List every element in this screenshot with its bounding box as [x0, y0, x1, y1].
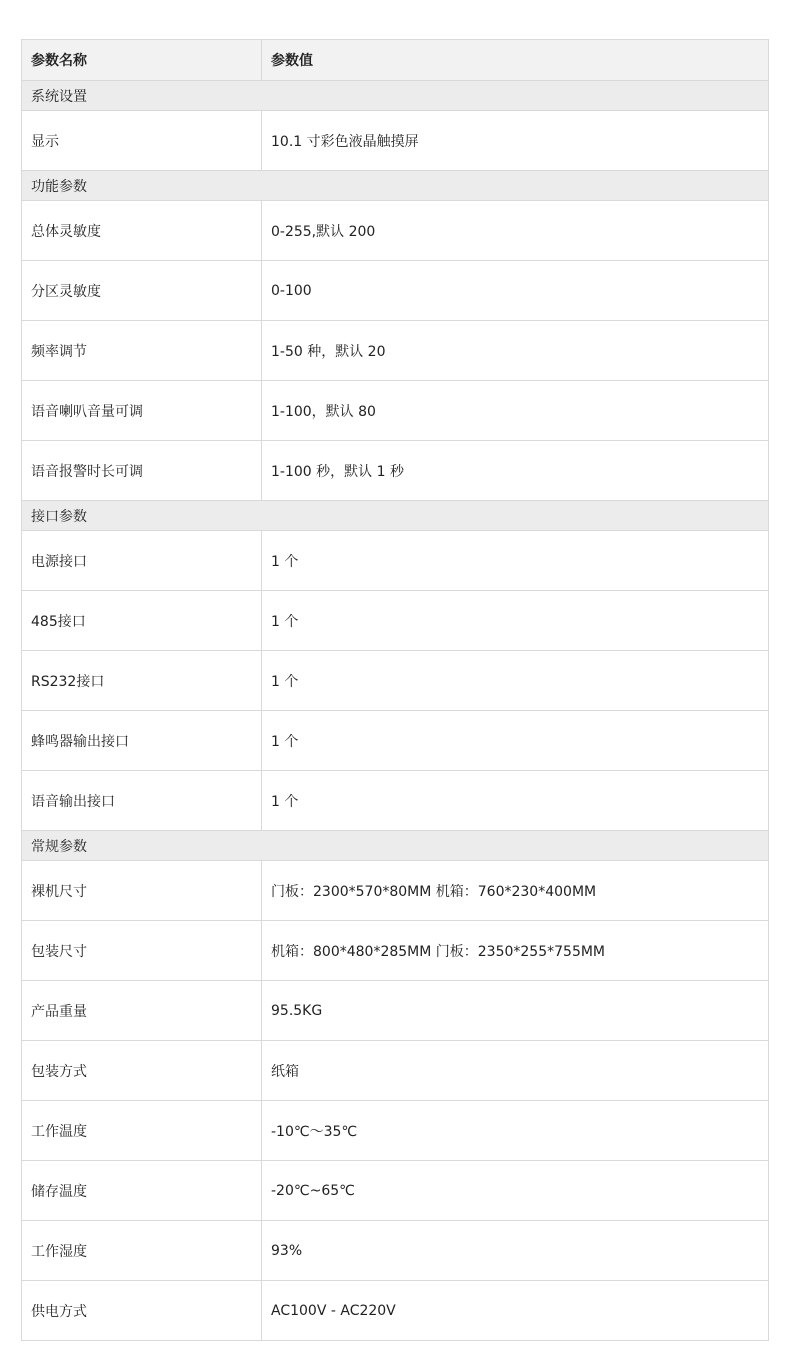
table-row	[22, 441, 769, 501]
param-name-cell: 蜂鸣器输出接口	[22, 711, 262, 771]
header-value-cell: 参数值	[262, 40, 769, 81]
param-value-cell: 1-100 秒，默认 1 秒	[262, 441, 769, 501]
param-value-cell: -20℃~65℃	[262, 1161, 769, 1221]
table-row	[22, 1161, 769, 1221]
table-row	[22, 261, 769, 321]
table-row	[22, 531, 769, 591]
header-name-cell: 参数名称	[22, 40, 262, 81]
param-name-cell: 储存温度	[22, 1161, 262, 1221]
param-name-cell: 电源接口	[22, 531, 262, 591]
section-header-row	[22, 81, 769, 111]
param-name-cell: 供电方式	[22, 1281, 262, 1341]
table-row	[22, 591, 769, 651]
table-row	[22, 321, 769, 381]
section-title: 功能参数	[22, 171, 769, 201]
param-name-cell: 产品重量	[22, 981, 262, 1041]
spec-table-body	[22, 40, 769, 1341]
param-name-cell: RS232接口	[22, 651, 262, 711]
param-value-cell: AC100V - AC220V	[262, 1281, 769, 1341]
section-title: 接口参数	[22, 501, 769, 531]
table-row	[22, 711, 769, 771]
table-row	[22, 921, 769, 981]
param-value-cell: 1 个	[262, 531, 769, 591]
param-name-cell: 485接口	[22, 591, 262, 651]
table-row	[22, 111, 769, 171]
section-header-row	[22, 501, 769, 531]
table-row	[22, 1101, 769, 1161]
param-name-cell: 分区灵敏度	[22, 261, 262, 321]
table-row	[22, 981, 769, 1041]
table-row	[22, 1281, 769, 1341]
param-name-cell: 包装尺寸	[22, 921, 262, 981]
param-name-cell: 频率调节	[22, 321, 262, 381]
param-value-cell: 1 个	[262, 651, 769, 711]
table-row	[22, 771, 769, 831]
param-value-cell: -10℃～35℃	[262, 1101, 769, 1161]
section-header-row	[22, 171, 769, 201]
param-value-cell: 1 个	[262, 771, 769, 831]
param-name-cell: 裸机尺寸	[22, 861, 262, 921]
table-row	[22, 651, 769, 711]
param-name-cell: 语音报警时长可调	[22, 441, 262, 501]
param-value-cell: 门板：2300*570*80MM 机箱：760*230*400MM	[262, 861, 769, 921]
section-header-row	[22, 831, 769, 861]
param-name-cell: 包装方式	[22, 1041, 262, 1101]
param-name-cell: 语音喇叭音量可调	[22, 381, 262, 441]
param-name-cell: 工作温度	[22, 1101, 262, 1161]
param-value-cell: 10.1 寸彩色液晶触摸屏	[262, 111, 769, 171]
param-value-cell: 1 个	[262, 711, 769, 771]
table-row	[22, 381, 769, 441]
table-row	[22, 1041, 769, 1101]
table-row	[22, 201, 769, 261]
param-value-cell: 95.5KG	[262, 981, 769, 1041]
param-name-cell: 总体灵敏度	[22, 201, 262, 261]
param-value-cell: 1-100，默认 80	[262, 381, 769, 441]
param-value-cell: 纸箱	[262, 1041, 769, 1101]
param-value-cell: 93%	[262, 1221, 769, 1281]
table-row	[22, 861, 769, 921]
table-row	[22, 1221, 769, 1281]
param-name-cell: 工作湿度	[22, 1221, 262, 1281]
param-name-cell: 语音输出接口	[22, 771, 262, 831]
spec-table	[21, 39, 769, 1341]
param-name-cell: 显示	[22, 111, 262, 171]
param-value-cell: 机箱：800*480*285MM 门板：2350*255*755MM	[262, 921, 769, 981]
table-header-row	[22, 40, 769, 81]
section-title: 系统设置	[22, 81, 769, 111]
param-value-cell: 0-255,默认 200	[262, 201, 769, 261]
section-title: 常规参数	[22, 831, 769, 861]
param-value-cell: 1-50 种，默认 20	[262, 321, 769, 381]
param-value-cell: 0-100	[262, 261, 769, 321]
param-value-cell: 1 个	[262, 591, 769, 651]
